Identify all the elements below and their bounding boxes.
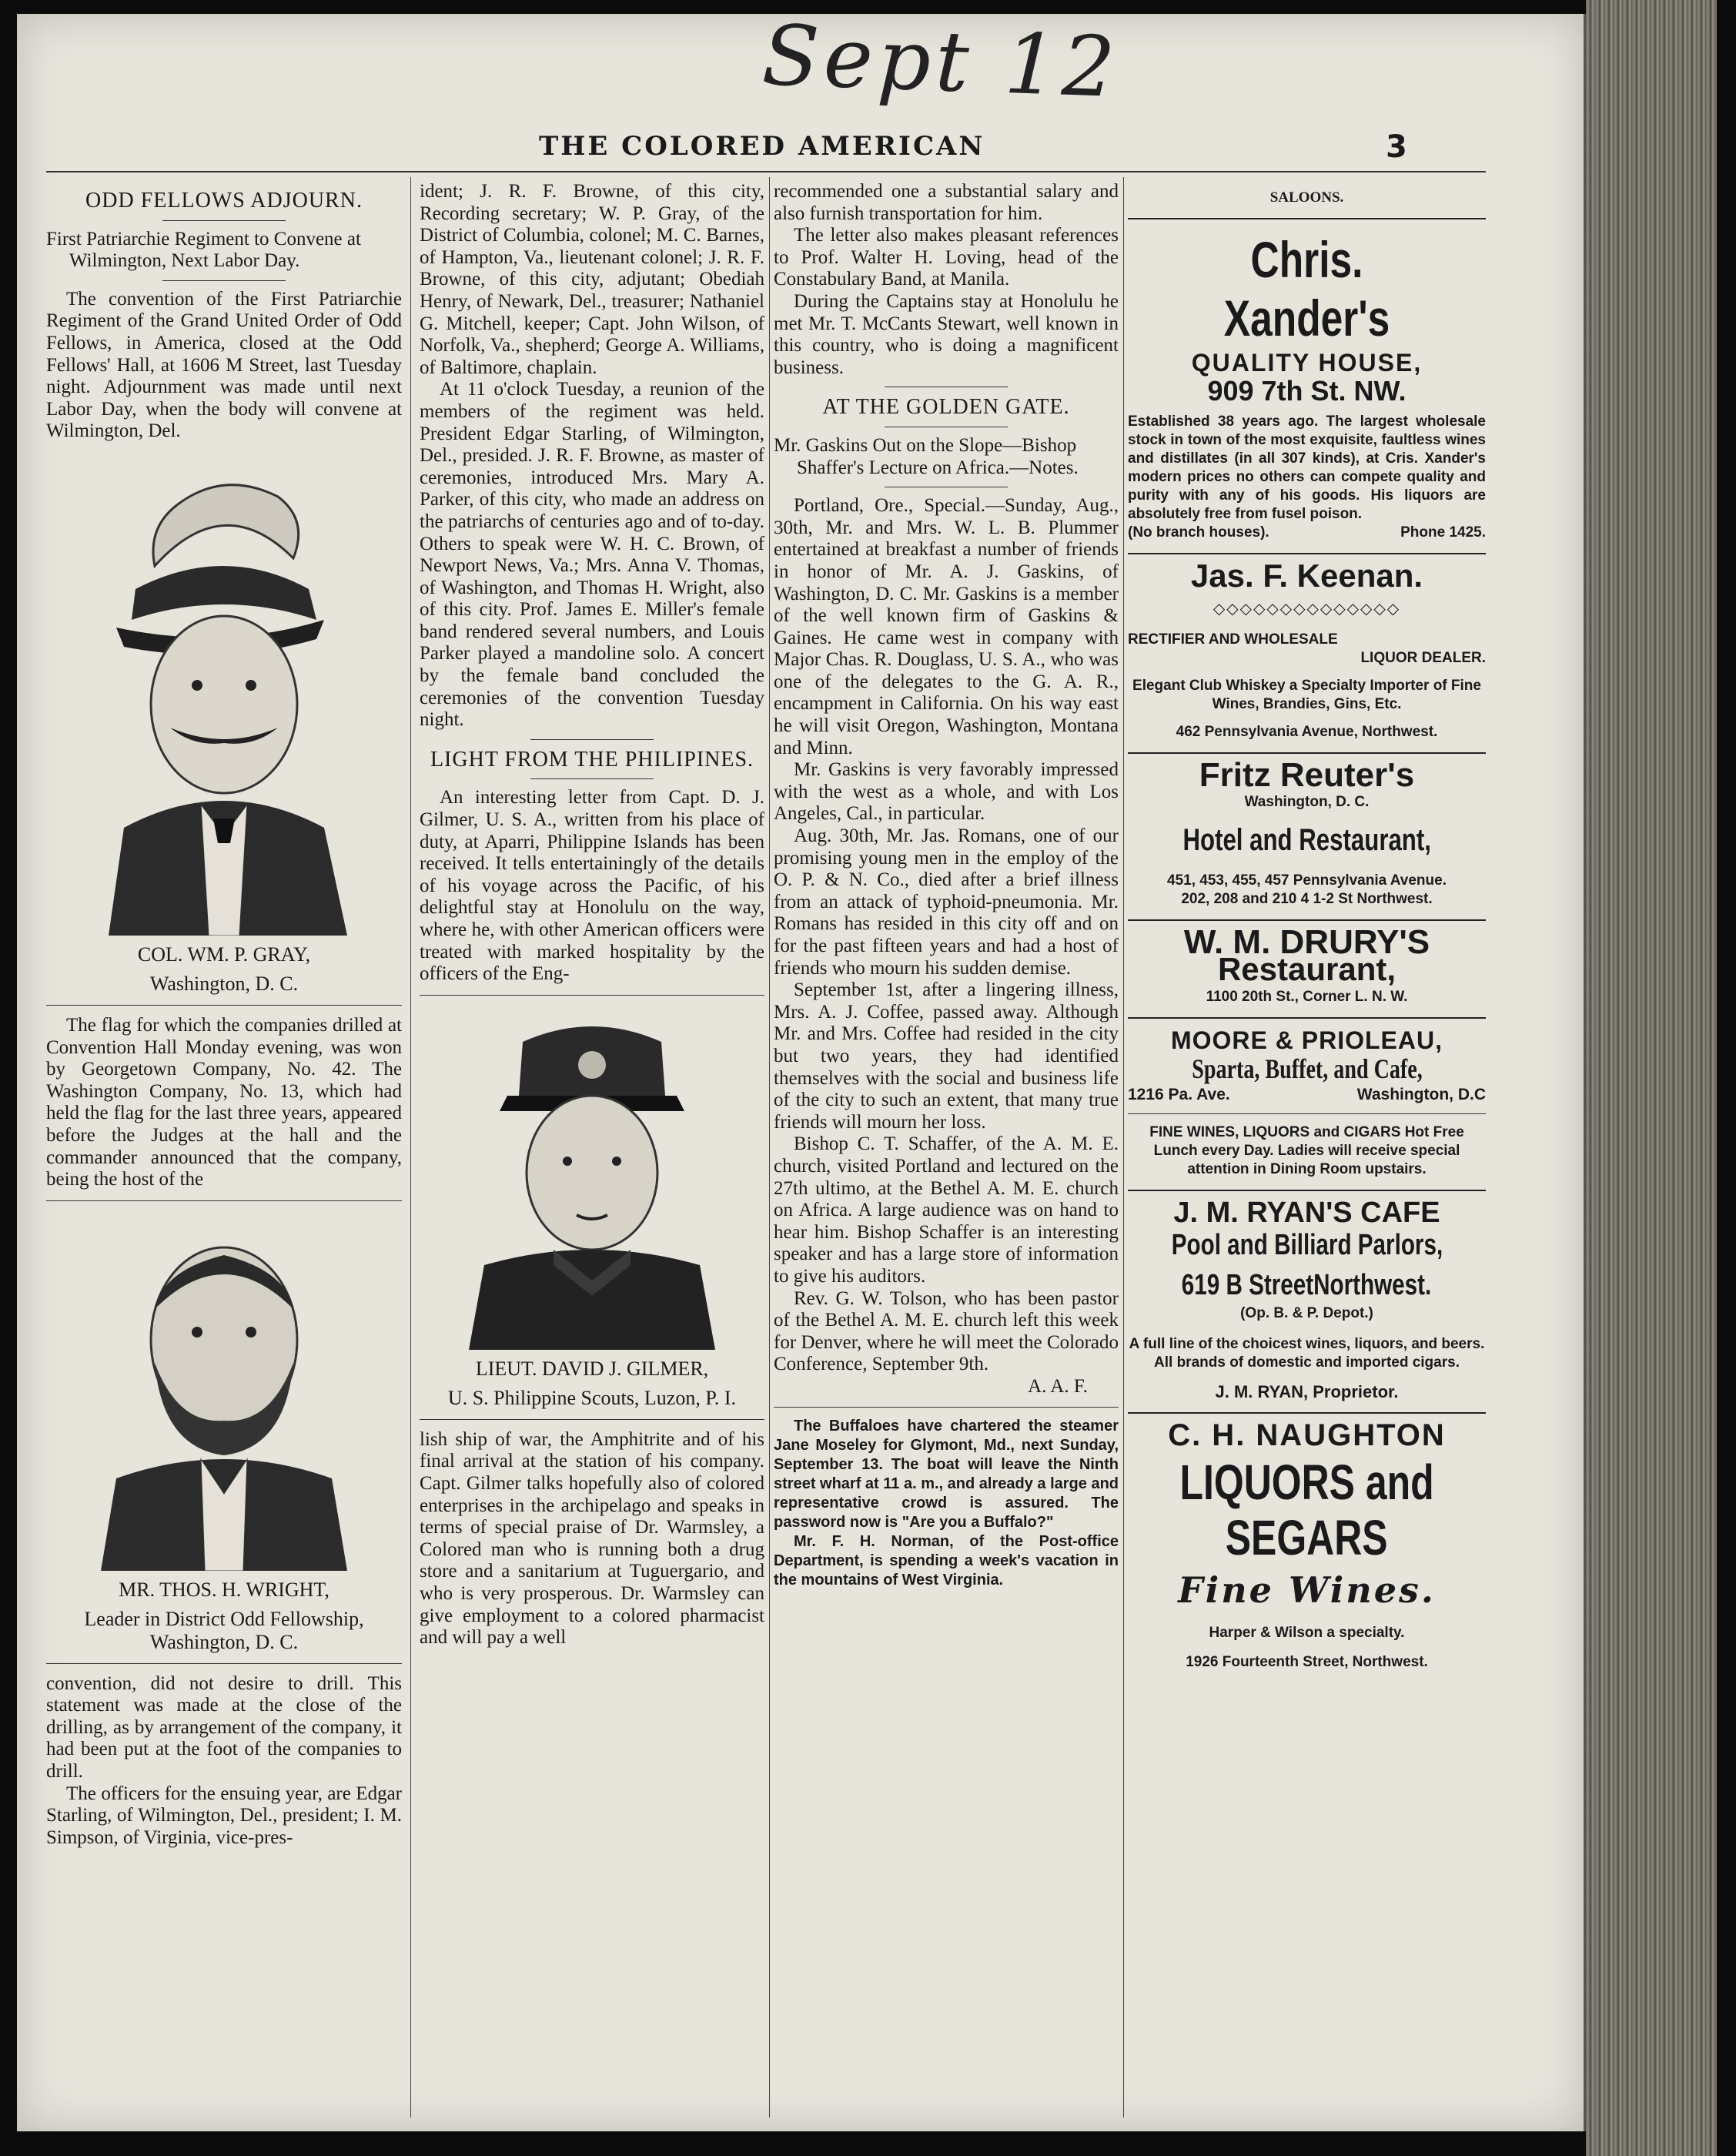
- divider: [162, 220, 286, 221]
- divider: [530, 778, 654, 779]
- article-paragraph: Bishop C. T. Schaffer, of the A. M. E. church, visited Portland and lectured on the 27th ultimo, at the Bethel A. M. E. church on Africa. A large audience was on hand to hear him. Bishop Schaffer is an interesting speaker and has a large store of information to give his auditors.: [774, 1133, 1119, 1287]
- ad-divider: [1128, 218, 1486, 219]
- ad-xander-note: (No branch houses).: [1128, 524, 1269, 541]
- article-paragraph: ident; J. R. F. Browne, of this city, Recording secretary; W. P. Gray, of the District of Columbia, colonel; M. C. Barnes, of Hampton, Va., lieutenant colonel; J. R. F. Browne, of this city, adjutant; Obediah Henry, of Newark, Del., treasurer; Nathaniel G. Mitchell, keeper; Capt. John Wilson, of Norfolk, Va., shepherd; George A. Williams, of Baltimore, chaplain.: [420, 181, 764, 378]
- article-paragraph: An interesting letter from Capt. D. J. Gilmer, U. S. A., written from his place of duty, at Aparri, Philippine Islands has been received. It tells entertainingly of the details of his voyage across the Pacific, of his delightful stay at Honolulu on the way, where he, with other American officers were treated with marked hospitality by the officers of the Eng-: [420, 787, 764, 985]
- ad-moore: [1128, 1026, 1486, 1179]
- column-rule: [410, 177, 411, 2118]
- column-2: [420, 181, 764, 1649]
- masthead: THE COLORED AMERICAN: [539, 131, 985, 162]
- ad-keenan-ornament: ◇◇◇◇◇◇◇◇◇◇◇◇◇◇: [1213, 600, 1401, 618]
- ad-keenan-addr: 462 Pennsylvania Avenue, Northwest.: [1176, 724, 1438, 741]
- deck-odd-fellows: First Patriarchie Regiment to Convene at Wilmington, Next Labor Day.: [46, 228, 361, 272]
- ad-reuter-city: Washington, D. C.: [1244, 793, 1370, 810]
- book-binding-edge: [1586, 0, 1717, 2156]
- ad-reuter-addr2: 202, 208 and 210 4 1-2 St Northwest.: [1181, 890, 1433, 907]
- ad-divider: [1128, 752, 1486, 754]
- article-paragraph: At 11 o'clock Tuesday, a reunion of the members of the regiment was held. President Edgar Starling, of Wilmington, Del., presided. J. R. F. Browne, as master of ceremonies, introduced Mrs. Mary A. Parker, of this city, who made an address on the patriarchs of centuries ago and of to-day. Others to speak were W. H. C. Brown, of Newport News, Va.; Mrs. Anna V. Thomas, of Washington, and Thomas H. Wright, also of this city. Prof. James E. Miller's female band rendered several numbers, and Louis Parker played a mandoline solo. A concert by the female band concluded the ceremonies of the convention Tuesday night.: [420, 379, 764, 731]
- ad-ryan-name: J. M. RYAN'S CAFE: [1173, 1197, 1440, 1230]
- ad-divider: [1128, 1190, 1486, 1191]
- article-paragraph: The flag for which the companies drilled at Convention Hall Monday evening, was won by Georgetown Company, No. 42. The Washington Company, No. 13, which had held the flag for the last three years, appeared before the Judges at the hall and the commander announced that the company, being the host of the: [46, 1014, 402, 1190]
- ad-moore-sub: Sparta, Buffet, and Cafe,: [1191, 1053, 1423, 1084]
- ad-moore-text: FINE WINES, LIQUORS and CIGARS Hot Free Lunch every Day. Ladies will receive special attention in Dining Room upstairs.: [1149, 1124, 1464, 1178]
- ad-divider: [1128, 1113, 1486, 1114]
- ad-reuter-addr1: 451, 453, 455, 457 Pennsylvania Avenue.: [1167, 872, 1447, 889]
- portrait-gray-engraving: [62, 474, 386, 936]
- caption-gilmer-name: LIEUT. DAVID J. GILMER,: [475, 1357, 709, 1380]
- article-paragraph: lish ship of war, the Amphitrite and of his final arrival at the station of his company. Capt. Gilmer talks hopefully also of colored enterprises in the archipelago and speaks in terms of special praise of Dr. Warmsley, a Colored man who is running both a drug store and a sanitarium at Tuguergario, and who is very prosperous. Dr. Warmsley can give employment to a colored pharmacist and will pay a well: [420, 1428, 764, 1649]
- book-edge-shadow: [1717, 0, 1736, 2156]
- article-paragraph: The convention of the First Patriarchie Regiment of the Grand United Order of Odd Fellows, in America, closed at the Odd Fellows' Hall, at 1606 M Street, last Tuesday night. Adjournment was made until next Labor Day, when the body will convene at Wilmington, Del.: [46, 288, 402, 442]
- article-paragraph: During the Captains stay at Honolulu he met Mr. T. McCants Stewart, well known in this country, who is doing a magnificent business.: [774, 290, 1119, 378]
- ad-naughton-addr: 1926 Fourteenth Street, Northwest.: [1186, 1653, 1428, 1670]
- ad-moore-name: MOORE & PRIOLEAU,: [1170, 1026, 1443, 1055]
- article-paragraph: Aug. 30th, Mr. Jas. Romans, one of our promising young men in the employ of the O. P. & N. Co., died after a brief illness from an attack of typhoid-pneumonia. Mr. Romans has resided in this city off and on for the past fifteen years and had a host of friends who mourn his sudden demise.: [774, 825, 1119, 979]
- divider: [530, 739, 654, 740]
- ad-keenan-name: Jas. F. Keenan.: [1190, 557, 1423, 594]
- ad-divider: [1128, 919, 1486, 921]
- ad-divider: [1128, 1412, 1486, 1414]
- article-paragraph: The letter also makes pleasant references to Prof. Walter H. Loving, head of the Constabulary Band, at Manila.: [774, 225, 1119, 290]
- signature: A. A. F.: [1028, 1375, 1088, 1397]
- ad-reuter-name: Fritz Reuter's: [1199, 756, 1415, 795]
- ad-ryan: [1128, 1197, 1486, 1401]
- ad-drury-addr: 1100 20th St., Corner L. N. W.: [1206, 989, 1408, 1006]
- column-rule: [769, 177, 770, 2118]
- ad-ryan-sub: Pool and Billiard Parlors,: [1171, 1228, 1443, 1261]
- brief-paragraph: Mr. F. H. Norman, of the Post-office Department, is spending a week's vacation in the mountains of West Virginia.: [774, 1533, 1119, 1589]
- ad-reuter: [1128, 756, 1486, 909]
- caption-wright-desc: Leader in District Odd Fellowship, Washington, D. C.: [84, 1607, 364, 1653]
- ad-xander-text: Established 38 years ago. The largest wholesale stock in town of the most exquisite, faultless wines and distillates (in all 307 kinds), at Cris. Xander's modern prices no others can compete quality and purity with any of his goods. His liquors are absolutely free from fusel poison.: [1128, 413, 1486, 523]
- column-3: [774, 181, 1119, 1590]
- ad-divider: [1128, 553, 1486, 554]
- ad-keenan-text: Elegant Club Whiskey a Specialty Importer of Fine Wines, Brandies, Gins, Etc.: [1132, 678, 1481, 713]
- headline-golden-gate: AT THE GOLDEN GATE.: [822, 395, 1070, 420]
- article-paragraph: convention, did not desire to drill. This statement was made at the close of the drilling, as by arrangement of the company, it had been put at the foot of the companies to drill.: [46, 1672, 402, 1783]
- ad-moore-addr1: 1216 Pa. Ave.: [1128, 1086, 1230, 1104]
- ad-naughton-line1: LIQUORS and: [1179, 1454, 1434, 1510]
- caption-wright-name: MR. THOS. H. WRIGHT,: [119, 1578, 329, 1601]
- ad-moore-addr2: Washington, D.C: [1356, 1086, 1486, 1104]
- portrait-wright: [85, 1224, 363, 1571]
- brief-paragraph: The Buffaloes have chartered the steamer Jane Moseley for Glymont, Md., next Sunday, September 13. The boat will leave the Ninth street wharf at 11 a. m., and already a large and representative crowd is assured. The password now is "Are you a Buffalo?": [774, 1418, 1119, 1532]
- portrait-gilmer-engraving: [453, 1011, 731, 1350]
- caption-gilmer-desc: U. S. Philippine Scouts, Luzon, P. I.: [447, 1386, 737, 1409]
- ad-divider: [1128, 1017, 1486, 1019]
- ad-xander-sub: QUALITY HOUSE,: [1191, 349, 1423, 377]
- ad-naughton: [1128, 1418, 1486, 1672]
- ad-keenan: [1128, 557, 1486, 742]
- portrait-gilmer: [453, 1011, 731, 1350]
- ad-ryan-text: A full line of the choicest wines, liquors, and beers. All brands of domestic and imported cigars.: [1129, 1335, 1485, 1371]
- caption-gray-name: COL. WM. P. GRAY,: [137, 942, 311, 966]
- headline-odd-fellows: ODD FELLOWS ADJOURN.: [85, 189, 363, 213]
- ad-ryan-depot: (Op. B. & P. Depot.): [1240, 1304, 1373, 1321]
- ad-ryan-prop: J. M. RYAN, Proprietor.: [1215, 1381, 1399, 1401]
- divider: [46, 1200, 402, 1201]
- divider: [46, 1005, 402, 1006]
- article-paragraph: Mr. Gaskins is very favorably impressed with the west as a whole, and with Los Angeles, Cal., in particular.: [774, 759, 1119, 825]
- portrait-gray: [62, 474, 386, 936]
- ad-keenan-line1: RECTIFIER AND WHOLESALE: [1128, 631, 1338, 648]
- handwritten-date: Sept 12: [760, 7, 1122, 117]
- ad-xander-addr: 909 7th St. NW.: [1207, 374, 1407, 407]
- deck-golden-gate: Mr. Gaskins Out on the Slope—Bishop Shaffer's Lecture on Africa.—Notes.: [774, 434, 1079, 478]
- article-paragraph: Portland, Ore., Special.—Sunday, Aug., 30th, Mr. and Mrs. W. L. B. Plummer entertained at breakfast a number of friends in honor of Mr. A. J. Gaskins, of Washington, D. C. Mr. Gaskins is a member of the well known firm of Gaskins & Gaines. He came west in company with Major Chas. R. Douglass, U. S. A., who was one of the delegates to the G. A. R., encampment in California. On his way east he will visit Oregon, Washington, Montana and Minn.: [774, 495, 1119, 758]
- divider: [420, 995, 764, 996]
- ad-reuter-sub: Hotel and Restaurant,: [1182, 822, 1431, 857]
- ad-ryan-addr: 619 B StreetNorthwest.: [1182, 1268, 1432, 1301]
- ad-naughton-line2: SEGARS: [1226, 1509, 1388, 1565]
- headline-philippines: LIGHT FROM THE PHILIPINES.: [430, 747, 754, 772]
- divider: [774, 1407, 1119, 1408]
- ad-keenan-line2: LIQUOR DEALER.: [1360, 650, 1486, 667]
- column-rule: [1123, 177, 1124, 2118]
- ad-xander-name: Chris. Xander's: [1223, 231, 1390, 346]
- divider: [46, 1663, 402, 1664]
- article-paragraph: Rev. G. W. Tolson, who has been pastor of the Bethel A. M. E. church left this week for Denver, where he will meet the Colorado Conference, September 9th.: [774, 1287, 1119, 1375]
- ad-naughton-name: C. H. NAUGHTON: [1168, 1418, 1446, 1452]
- section-saloons: SALOONS.: [1269, 189, 1344, 206]
- portrait-wright-engraving: [85, 1224, 363, 1571]
- article-paragraph: recommended one a substantial salary and also furnish transportation for him.: [774, 181, 1119, 224]
- article-paragraph: September 1st, after a lingering illness, Mrs. A. J. Coffee, passed away. Although Mr. and Mrs. Coffee had resided in the city but two years, they had identified themselves with the social and business life of the city to such an extent, that many true friends will mourn her loss.: [774, 979, 1119, 1133]
- divider: [420, 1419, 764, 1420]
- column-1: [46, 181, 402, 1849]
- ad-naughton-special: Harper & Wilson a specialty.: [1209, 1624, 1405, 1641]
- page-number: 3: [1386, 129, 1407, 165]
- ad-xander: [1128, 230, 1486, 542]
- ad-drury-sub: Restaurant,: [1217, 950, 1396, 987]
- ad-drury: [1128, 922, 1486, 1006]
- ad-drury-name: W. M. DRURY'S: [1183, 922, 1430, 961]
- masthead-rule: [46, 171, 1486, 172]
- article-paragraph: The officers for the ensuing year, are Edgar Starling, of Wilmington, Del., president; I. M. Simpson, of Virginia, vice-pres-: [46, 1783, 402, 1848]
- column-4-ads: [1128, 181, 1486, 1672]
- ad-xander-phone: Phone 1425.: [1400, 524, 1486, 541]
- ad-naughton-line3: Fine Wines.: [1178, 1568, 1436, 1611]
- divider: [162, 280, 286, 281]
- caption-gray-place: Washington, D. C.: [149, 972, 299, 995]
